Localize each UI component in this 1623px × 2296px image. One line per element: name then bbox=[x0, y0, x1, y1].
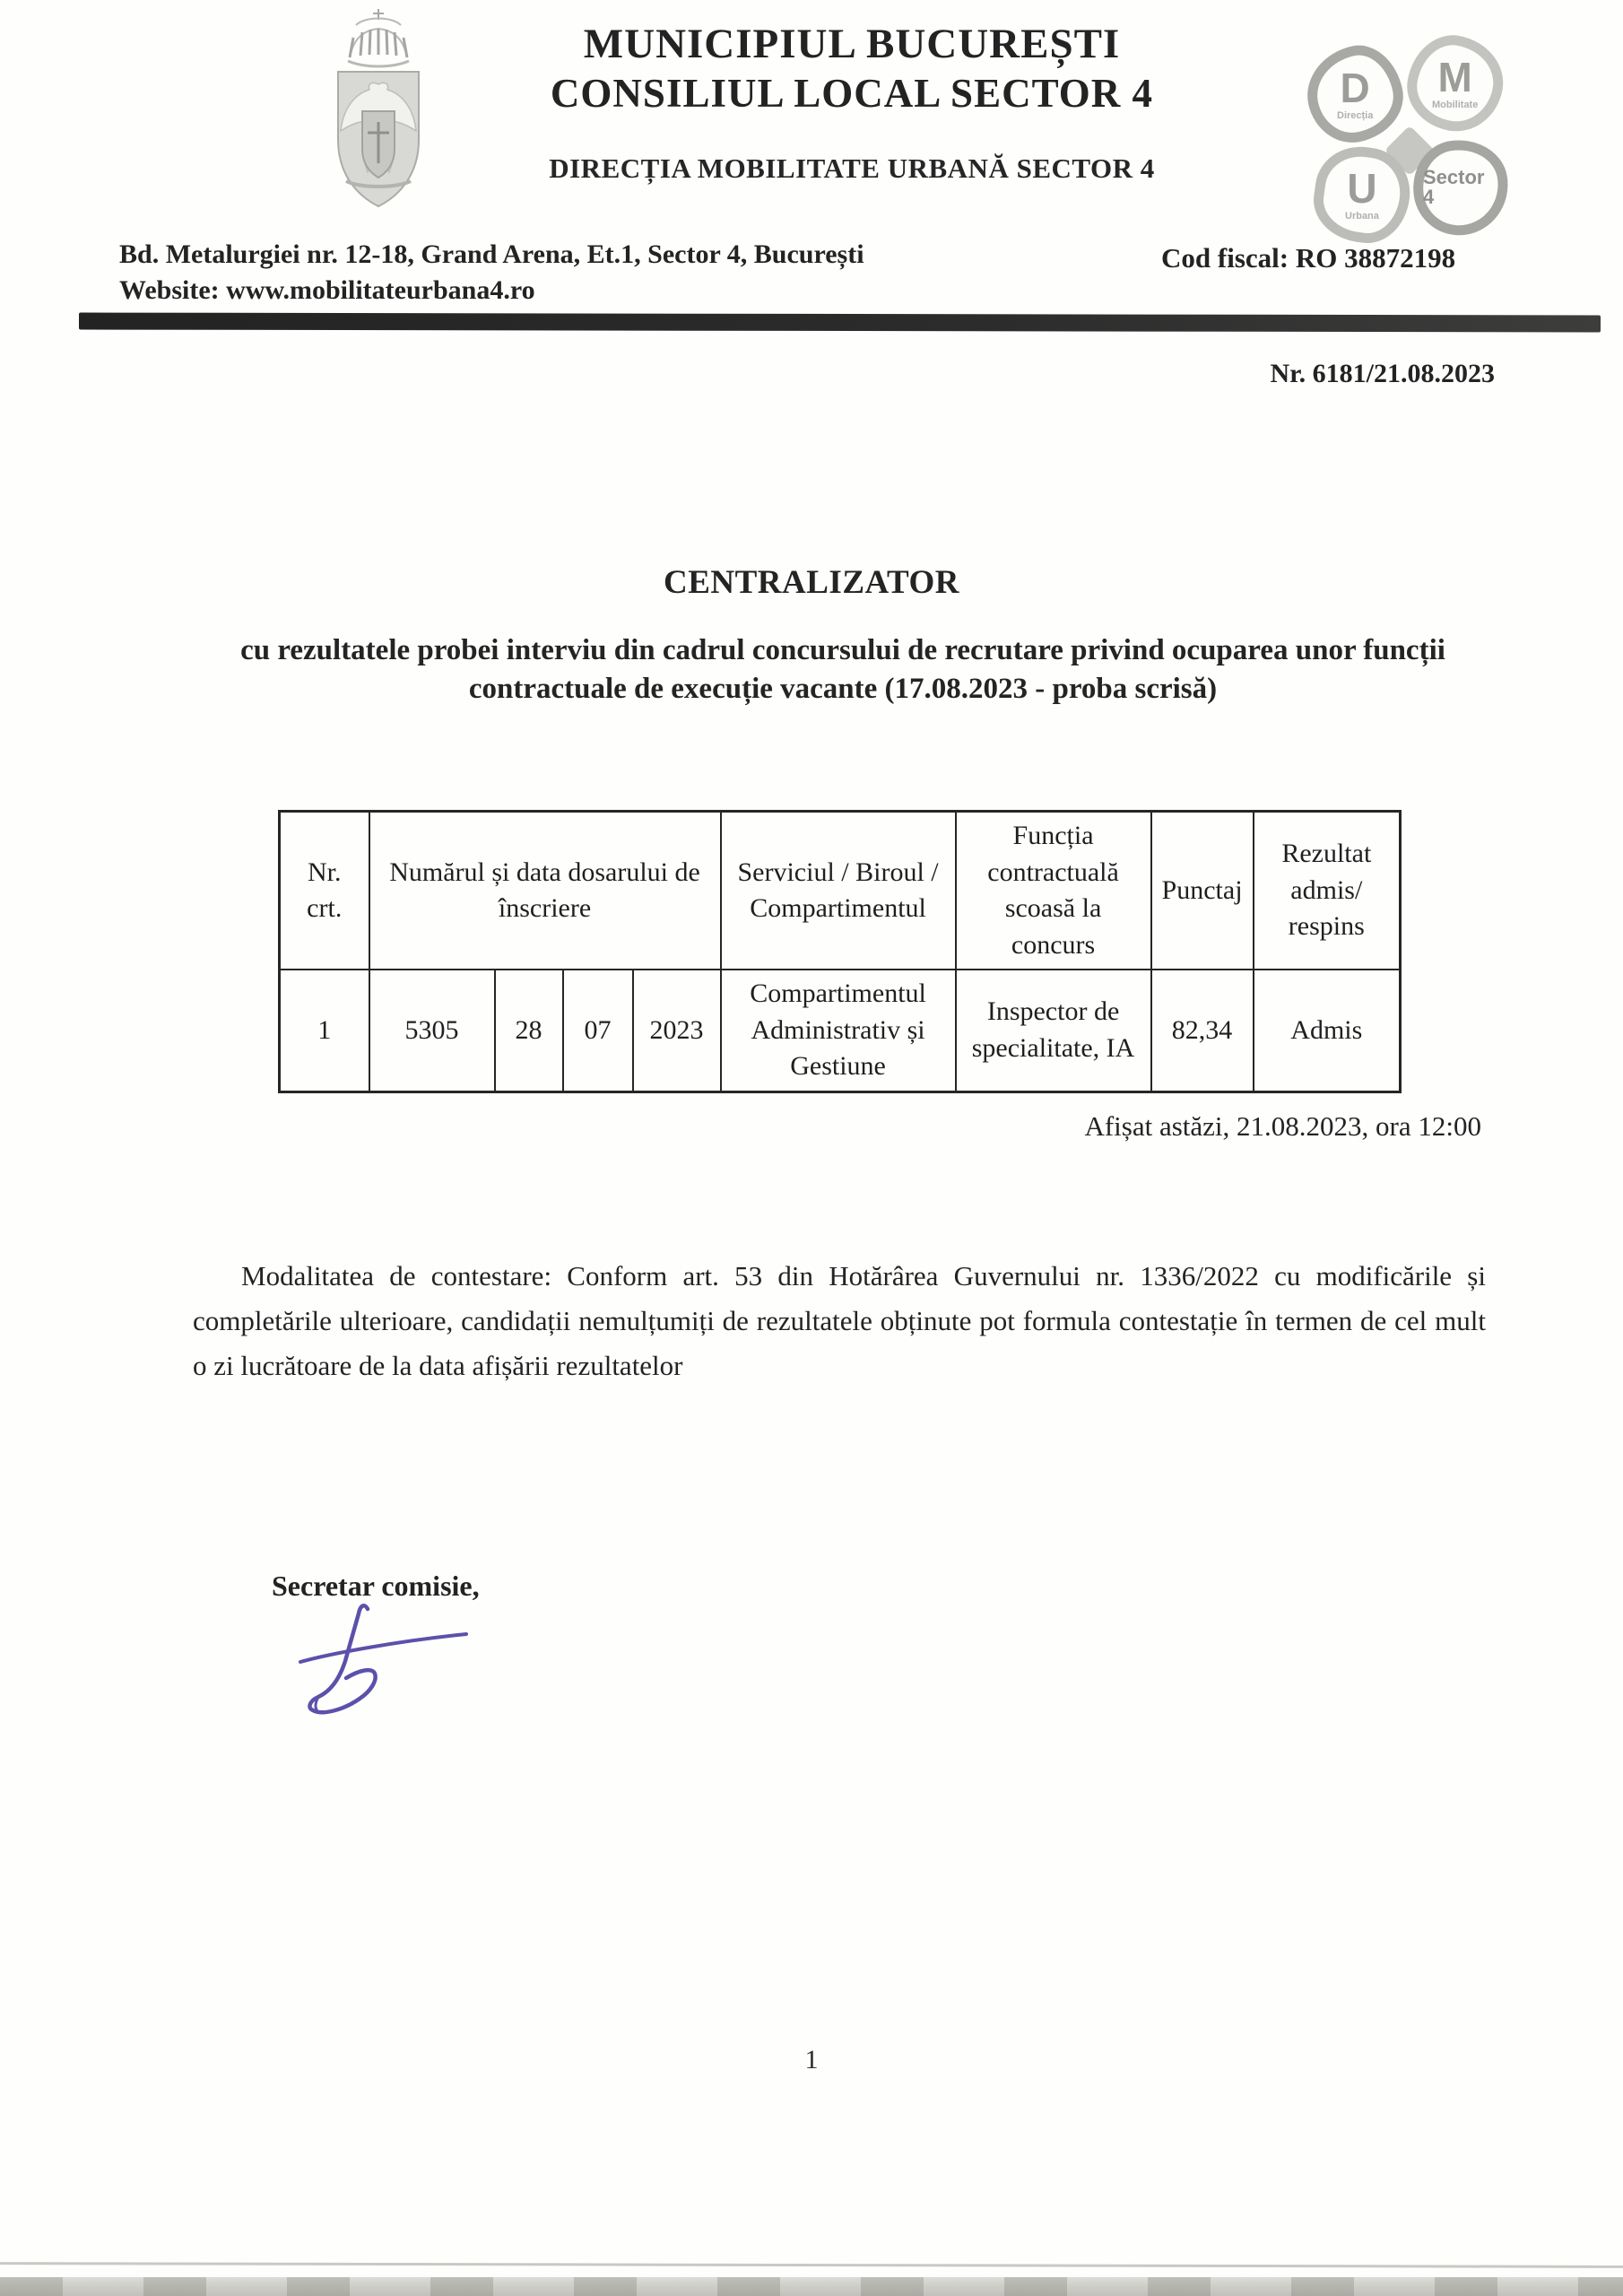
cell-nr: 1 bbox=[280, 970, 369, 1091]
header-serviciu: Serviciul / Biroul / Compartimentul bbox=[721, 812, 956, 970]
document-title: CENTRALIZATOR bbox=[664, 564, 959, 601]
dmu-sector4-logo bbox=[1302, 34, 1517, 269]
subtitle-line2: contractuale de execuție vacante (17.08.2023 - proba scrisă) bbox=[468, 672, 1218, 705]
cell-dosar-luna: 07 bbox=[563, 970, 633, 1091]
logo-petal-directia bbox=[1298, 38, 1411, 151]
handwritten-signature bbox=[289, 1602, 477, 1723]
posted-note: Afișat astăzi, 21.08.2023, ora 12:00 bbox=[1084, 1110, 1481, 1142]
header-nr-crt: Nr. crt. bbox=[280, 812, 369, 970]
contestation-paragraph: Modalitatea de contestare: Conform art. 53 din Hotărârea Guvernului nr. 1336/2022 cu modificările și completările ulterioare, candidații nemulțumiți de rezultatele obținute pot formula contestație în termen de cel mult o zi lucrătoare de la data afișării rezultatelor bbox=[193, 1260, 1486, 1382]
document-number: Nr. 6181/21.08.2023 bbox=[1270, 359, 1495, 388]
logo-letter-d: D bbox=[1340, 65, 1370, 112]
document-subtitle bbox=[206, 631, 1480, 709]
logo-petal-mobilitate bbox=[1401, 29, 1511, 139]
header-divider-bar bbox=[79, 313, 1601, 333]
subtitle-line1: cu rezultatele probei interviu din cadrul concursului de recrutare privind ocuparea unor funcții bbox=[240, 634, 1445, 666]
page-number: 1 bbox=[804, 2045, 819, 2074]
header-punctaj: Punctaj bbox=[1151, 812, 1254, 970]
fiscal-code: Cod fiscal: RO 38872198 bbox=[1161, 242, 1456, 274]
cell-dosar-zi: 28 bbox=[495, 970, 563, 1091]
cell-dosar-numar: 5305 bbox=[369, 970, 495, 1091]
logo-sub-directia: Direcția bbox=[1336, 110, 1374, 122]
table-data-row bbox=[280, 970, 1401, 1091]
cell-functie: Inspector de specialitate, IA bbox=[956, 970, 1151, 1091]
logo-sector4-label: Sector 4 bbox=[1423, 166, 1485, 208]
cell-dosar-an: 2023 bbox=[633, 970, 721, 1091]
header-title-block bbox=[296, 20, 1408, 185]
scan-edge-line bbox=[0, 2262, 1623, 2268]
scan-bottom-band bbox=[0, 2277, 1623, 2296]
org-name-line1: MUNICIPIUL BUCUREȘTI bbox=[583, 21, 1121, 67]
signature-label: Secretar comisie, bbox=[272, 1570, 480, 1602]
results-table bbox=[278, 810, 1402, 1093]
results-table-wrapper bbox=[278, 810, 1399, 1093]
cell-rezultat: Admis bbox=[1254, 970, 1401, 1091]
address-block bbox=[119, 237, 864, 309]
header-rezultat: Rezultat admis/ respins bbox=[1254, 812, 1401, 970]
logo-sub-urbana: Urbana bbox=[1345, 211, 1379, 222]
logo-letter-m: M bbox=[1437, 54, 1473, 100]
logo-sub-mobilitate: Mobilitate bbox=[1432, 100, 1479, 110]
org-name-line2: CONSILIUL LOCAL SECTOR 4 bbox=[550, 71, 1154, 116]
department-name: DIRECȚIA MOBILITATE URBANĂ SECTOR 4 bbox=[549, 152, 1155, 184]
cell-serviciu: Compartimentul Administrativ și Gestiune bbox=[721, 970, 956, 1091]
address-line: Bd. Metalurgiei nr. 12-18, Grand Arena, Et.1, Sector 4, București bbox=[119, 239, 864, 269]
cell-punctaj: 82,34 bbox=[1151, 970, 1254, 1091]
website-line: Website: www.mobilitateurbana4.ro bbox=[119, 274, 535, 305]
header-dosar: Numărul și data dosarului de înscriere bbox=[369, 812, 721, 970]
logo-letter-u: U bbox=[1347, 165, 1377, 212]
table-header-row bbox=[280, 812, 1401, 970]
header-functie: Funcția contractuală scoasă la concurs bbox=[956, 812, 1151, 970]
